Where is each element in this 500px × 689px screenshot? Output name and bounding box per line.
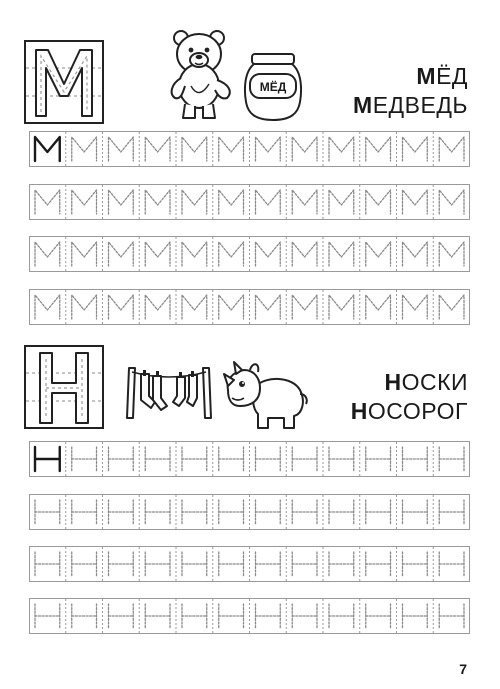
trace-letter [439, 137, 464, 161]
trace-letter [329, 190, 354, 214]
trace-letter [145, 242, 170, 266]
trace-letter [256, 190, 281, 214]
trace-letter [219, 295, 244, 319]
trace-letter [439, 190, 464, 214]
trace-letter [256, 552, 281, 576]
trace-letter [35, 242, 60, 266]
trace-letter [219, 447, 244, 471]
socks-on-line-icon [123, 362, 215, 422]
honey-jar-picture [242, 50, 304, 122]
trace-letter [182, 447, 207, 471]
trace-letter [35, 190, 60, 214]
trace-letter [403, 552, 428, 576]
trace-letter [145, 190, 170, 214]
trace-letter [145, 552, 170, 576]
trace-letter [109, 500, 134, 524]
trace-letter [256, 242, 281, 266]
trace-letter [403, 447, 428, 471]
trace-letter [292, 190, 317, 214]
trace-letter [35, 295, 60, 319]
bear-icon [163, 28, 237, 122]
trace-letter [109, 137, 134, 161]
trace-letter [182, 604, 207, 628]
trace-letter [219, 552, 244, 576]
trace-row-m-2 [29, 184, 470, 220]
trace-letter [366, 190, 391, 214]
trace-letter [35, 552, 60, 576]
trace-letter [329, 447, 354, 471]
trace-letter [182, 190, 207, 214]
big-letter-m [24, 40, 104, 124]
trace-letter [329, 295, 354, 319]
trace-letter [439, 447, 464, 471]
word-1: НОСКИ [384, 369, 468, 395]
trace-letter [439, 295, 464, 319]
trace-letter [439, 604, 464, 628]
trace-letter [72, 137, 97, 161]
trace-letter [403, 242, 428, 266]
trace-letter [366, 242, 391, 266]
trace-letter [292, 604, 317, 628]
trace-letter [109, 604, 134, 628]
trace-letter [72, 604, 97, 628]
trace-letter [72, 295, 97, 319]
trace-letter [292, 447, 317, 471]
trace-letter [366, 500, 391, 524]
trace-letter [403, 137, 428, 161]
trace-letter [72, 447, 97, 471]
trace-letter [35, 604, 60, 628]
trace-letter [329, 137, 354, 161]
trace-letter [145, 500, 170, 524]
trace-letter [145, 604, 170, 628]
trace-letter [329, 604, 354, 628]
trace-letter [292, 137, 317, 161]
trace-row-n-1 [29, 441, 470, 477]
trace-letter [366, 137, 391, 161]
page-number: 7 [459, 661, 467, 677]
word-1: МЁД [416, 63, 468, 89]
trace-letter [219, 137, 244, 161]
trace-row-m-4 [29, 289, 470, 325]
trace-letter [329, 242, 354, 266]
sample-letter [35, 137, 60, 161]
trace-letter [256, 295, 281, 319]
trace-letter [219, 242, 244, 266]
trace-letter [72, 190, 97, 214]
trace-letter [109, 242, 134, 266]
trace-row-m-3 [29, 236, 470, 272]
trace-letter [439, 552, 464, 576]
trace-letter [439, 242, 464, 266]
trace-letter [292, 552, 317, 576]
trace-letter [182, 295, 207, 319]
trace-letter [403, 190, 428, 214]
trace-letter [439, 500, 464, 524]
trace-letter [219, 604, 244, 628]
trace-letter [182, 552, 207, 576]
trace-letter [403, 295, 428, 319]
trace-letter [182, 242, 207, 266]
trace-letter [329, 552, 354, 576]
words-n [351, 368, 468, 426]
word-2: МЕДВЕДЬ [353, 92, 468, 118]
trace-letter [292, 500, 317, 524]
trace-letter [219, 500, 244, 524]
trace-letter [72, 500, 97, 524]
trace-letter [182, 500, 207, 524]
trace-letter [109, 295, 134, 319]
trace-row-m-1 [29, 131, 470, 167]
trace-letter [72, 552, 97, 576]
trace-letter [366, 552, 391, 576]
trace-letter [72, 242, 97, 266]
word-2: НОСОРОГ [350, 398, 468, 424]
trace-row-n-2 [29, 494, 470, 530]
sample-letter [35, 447, 60, 471]
trace-letter [292, 295, 317, 319]
rhinoceros-icon [222, 356, 308, 432]
trace-letter [182, 137, 207, 161]
trace-letter [256, 604, 281, 628]
trace-letter [109, 190, 134, 214]
trace-letter [329, 500, 354, 524]
trace-letter [292, 242, 317, 266]
trace-letter [145, 447, 170, 471]
trace-letter [145, 137, 170, 161]
trace-letter [366, 295, 391, 319]
trace-letter [256, 500, 281, 524]
trace-row-n-4 [29, 598, 470, 634]
trace-letter [35, 500, 60, 524]
trace-letter [256, 447, 281, 471]
trace-letter [366, 604, 391, 628]
trace-letter [145, 295, 170, 319]
trace-letter [403, 500, 428, 524]
trace-letter [109, 552, 134, 576]
trace-letter [403, 604, 428, 628]
trace-row-n-3 [29, 546, 470, 582]
trace-letter [109, 447, 134, 471]
honey-jar-label: МЁД [259, 80, 287, 94]
trace-letter [219, 190, 244, 214]
trace-letter [366, 447, 391, 471]
big-letter-n [24, 345, 104, 429]
trace-letter [256, 137, 281, 161]
words-m [353, 62, 468, 120]
